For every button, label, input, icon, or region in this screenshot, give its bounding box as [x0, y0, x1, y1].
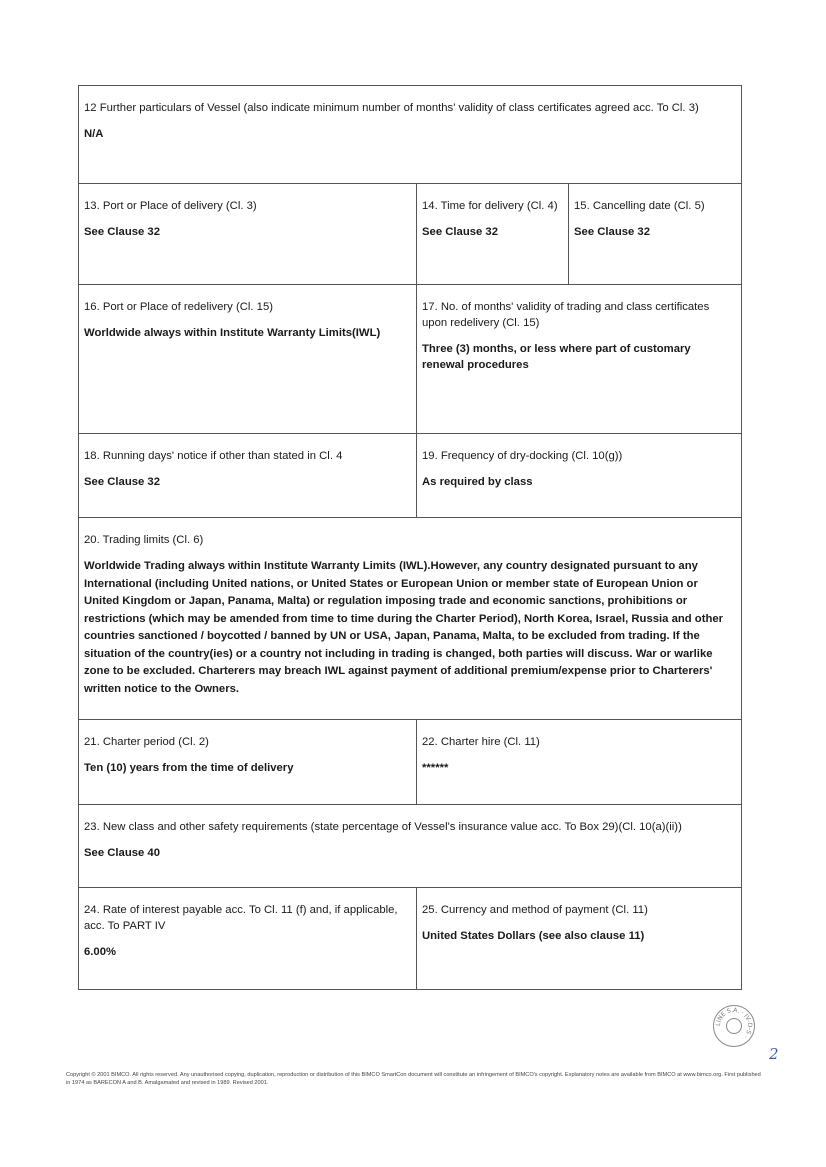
box-22 — [416, 720, 741, 804]
box-15 — [568, 184, 741, 284]
box-23-value: See Clause 40 — [84, 847, 160, 859]
box-19-label: 19. Frequency of dry-docking (Cl. 10(g)) — [422, 450, 623, 462]
box-24-value: 6.00% — [84, 946, 117, 958]
box-12-value: N/A — [84, 128, 104, 140]
box-17 — [416, 285, 741, 433]
box-18-value: See Clause 32 — [84, 476, 160, 488]
box-22-label: 22. Charter hire (Cl. 11) — [422, 736, 540, 748]
box-14-value: See Clause 32 — [422, 226, 498, 238]
box-14-label: 14. Time for delivery (Cl. 4) — [422, 200, 558, 212]
company-stamp — [713, 1005, 755, 1047]
box-21-label: 21. Charter period (Cl. 2) — [84, 736, 209, 748]
row-box-20 — [79, 518, 741, 720]
box-24 — [79, 888, 416, 989]
box-22-value: ****** — [422, 762, 449, 774]
row-box-18-19 — [79, 434, 741, 518]
box-12-label: 12 Further particulars of Vessel (also indicate minimum number of months' validity of class certificates agreed acc. To Cl. 3) — [84, 102, 699, 114]
charter-party-form — [78, 85, 742, 990]
box-17-label: 17. No. of months' validity of trading and class certificates upon redelivery (Cl. 15) — [422, 301, 710, 329]
box-19 — [416, 434, 741, 517]
box-19-value: As required by class — [422, 476, 533, 488]
box-16-label: 16. Port or Place of redelivery (Cl. 15) — [84, 301, 273, 313]
row-box-12 — [79, 86, 741, 184]
box-20 — [79, 518, 741, 719]
box-20-value: Worldwide Trading always within Institute Warranty Limits (IWL).However, any country designated pursuant to any International (including United nations, or United States or European Union or member state of European Union or United Kingdom or Japan, Panama, Malta) or regulation imposing trade and economic sanctions, prohibitions or restrictions (which may be amended from time to time during the Charter Period), North Korea, Israel, Russia and other countries sanctioned / boycotted / banned by UN or USA, Japan, Panama, Malta, to be excluded from trading. If the situation of the country(ies) or a country not including in trading is changed, both parties will discuss. War or warlike zone to be excluded. Charterers may breach IWL against payment of additional premium/expense prior to Charterers' written notice to the Owners. — [84, 560, 724, 695]
box-15-value: See Clause 32 — [574, 226, 650, 238]
row-box-16-17 — [79, 285, 741, 434]
box-18 — [79, 434, 416, 517]
box-25-value: United States Dollars (see also clause 11) — [422, 930, 645, 942]
box-13-label: 13. Port or Place of delivery (Cl. 3) — [84, 200, 257, 212]
box-21-value: Ten (10) years from the time of delivery — [84, 762, 294, 774]
box-23 — [79, 805, 741, 887]
box-21 — [79, 720, 416, 804]
stamp-lettering-icon — [714, 1006, 754, 1046]
row-box-21-22 — [79, 720, 741, 805]
row-box-23 — [79, 805, 741, 888]
box-23-label: 23. New class and other safety requirements (state percentage of Vessel's insurance value acc. To Box 29)(Cl. 10(a)(ii)) — [84, 821, 682, 833]
svg-text:LINE S.A. · IV-D-S ·: LINE S.A. · IV-D-S · — [714, 1006, 754, 1040]
box-14 — [416, 184, 568, 284]
box-13-value: See Clause 32 — [84, 226, 160, 238]
row-box-13-15 — [79, 184, 741, 285]
box-25 — [416, 888, 741, 989]
box-16-value: Worldwide always within Institute Warranty Limits(IWL) — [84, 327, 381, 339]
box-20-label: 20. Trading limits (Cl. 6) — [84, 534, 204, 546]
box-24-label: 24. Rate of interest payable acc. To Cl. 11 (f) and, if applicable, acc. To PART IV — [84, 904, 398, 932]
box-12 — [79, 86, 741, 183]
box-16 — [79, 285, 416, 433]
box-15-label: 15. Cancelling date (Cl. 5) — [574, 200, 705, 212]
box-17-value: Three (3) months, or less where part of customary renewal procedures — [422, 343, 691, 371]
box-13 — [79, 184, 416, 284]
box-18-label: 18. Running days' notice if other than stated in Cl. 4 — [84, 450, 343, 462]
row-box-24-25 — [79, 888, 741, 989]
copyright-footer: Copyright © 2001 BIMCO. All rights reserved. Any unauthorised copying, duplication, reproduction or distribution of this BIMCO SmartCon document will constitute an infringement of BIMCO's copyright. Explanatory notes are available from BIMCO at www.bimco.org. First published in 1974 as BARECON A and B. Amalgamated and revised in 1989. Revised 2001. — [66, 1072, 761, 1086]
page-number: 2 — [769, 1045, 779, 1063]
box-25-label: 25. Currency and method of payment (Cl. 11) — [422, 904, 648, 916]
